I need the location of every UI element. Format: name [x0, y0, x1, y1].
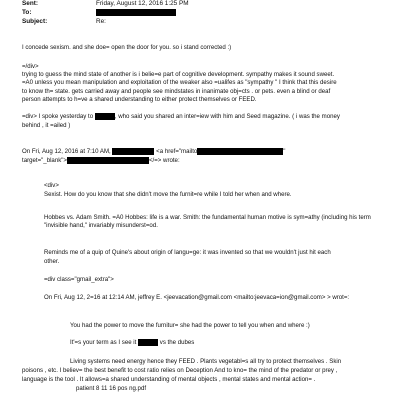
redaction-block	[112, 148, 154, 155]
attachment-name[interactable]: patient 8 11 16 pos ng.pdf	[76, 385, 147, 392]
reply-3-line-1: Living systems need energy hence they FEED . Plants vegetabl=s all try to protect themselves . Skin	[70, 358, 342, 365]
redaction-block	[95, 113, 115, 120]
paragraph-2-line-3: =A0 unless you mean manipulation and exploitation of the weaker also =ualifes as "sympathy " I think that this desire	[22, 79, 337, 86]
paragraph-2-line-4: to know th= state. gets carried away and people see mindstates in inanimate obj=cts . or pets. even a blind or deaf	[22, 88, 331, 95]
reply-2-text-b: vs the dubes	[159, 339, 195, 347]
redaction-block	[138, 339, 158, 346]
quote-date-text: On Fri, Aug 12, 2016 at 7:10 AM,	[22, 148, 111, 156]
redaction-block	[197, 148, 286, 156]
quote-5: On Fri, Aug 12, 2=16 at 12:14 AM, jeffrey E. <jeevacation@gmail.com <mailto:jeevaca=ion@gmail.com> > wrot=:	[44, 294, 350, 301]
paragraph-3-line-2: behind , it =ailed )	[22, 122, 71, 129]
paragraph-2-line-1: =/div>	[22, 63, 39, 70]
sent-label: Sent:	[22, 0, 38, 7]
sent-value: Friday, August 12, 2016 1:25 PM	[96, 0, 189, 7]
paragraph-2-line-2: trying to guess the mind state of another is i belie=e part of cognitive development. sympathy makes it sound sweet.	[22, 71, 335, 78]
redaction-block	[96, 9, 176, 16]
paragraph-1: I concede sexism. and she doe= open the door for you. so i stand corrected :)	[22, 44, 232, 51]
target-text: target="_blank">	[22, 157, 67, 165]
reply-3-line-3: language is the tool . It allows=a shared understanding of mental objects , mental states and mental action= .	[22, 376, 316, 383]
reply-3-line-2: poisons , etc. I believ= the best benefit to cost ratio relies on Deception And to kno= the mind of the predator or prey ,	[22, 367, 338, 374]
quote-1-line-1: <div>	[44, 182, 59, 189]
reply-2-text-a: It'=s your term as I see it	[70, 339, 137, 347]
quote-1-line-2: Sexist. How do you know that she didn't move the furnit=re while I told her when and where.	[44, 191, 292, 198]
quote-header-line-2	[22, 157, 390, 165]
sent-row	[22, 0, 189, 9]
subject-value: Re:	[96, 18, 106, 25]
quote-3-line-1: Reminds me of a quip of Quine's about origin of langu=ge: it was invented so that we wouldn't just hit each	[44, 249, 331, 256]
reply-2	[70, 339, 390, 347]
subject-row	[22, 18, 106, 27]
quote-4: =div class="gmail_extra">	[44, 276, 114, 283]
paragraph-3-text-b: , who said you shared an inter=iew with him and Seed magazine. ( i was the money	[114, 113, 340, 121]
quote-mark-text: "	[283, 148, 286, 156]
reply-1: You had the power to move the furnitur= she had the power to tell you when and where :)	[70, 322, 310, 329]
redaction-block	[67, 157, 149, 164]
to-row	[22, 9, 176, 18]
to-label: To:	[22, 9, 32, 17]
quote-header-line-1	[22, 148, 390, 156]
paragraph-2-line-5: person attempts to h=ve a shared understanding to either protect themselves or FEED.	[22, 96, 257, 103]
quote-3-line-2: other.	[44, 258, 60, 265]
mailto-text: <a href="mailto	[156, 148, 198, 156]
subject-label: Subject:	[22, 18, 48, 25]
quote-2: Hobbes vs. Adam Smith. =A0 Hobbes: life is a war. Smith: the fundamental human motive is sym=athy (including his term "invisible hand," invariably misunderst=od.	[44, 214, 371, 230]
wrote-text: </=> wrote:	[148, 157, 180, 165]
paragraph-3-text-a: =div> I spoke yesterday to	[22, 113, 94, 121]
paragraph-3-line-1	[22, 113, 390, 121]
